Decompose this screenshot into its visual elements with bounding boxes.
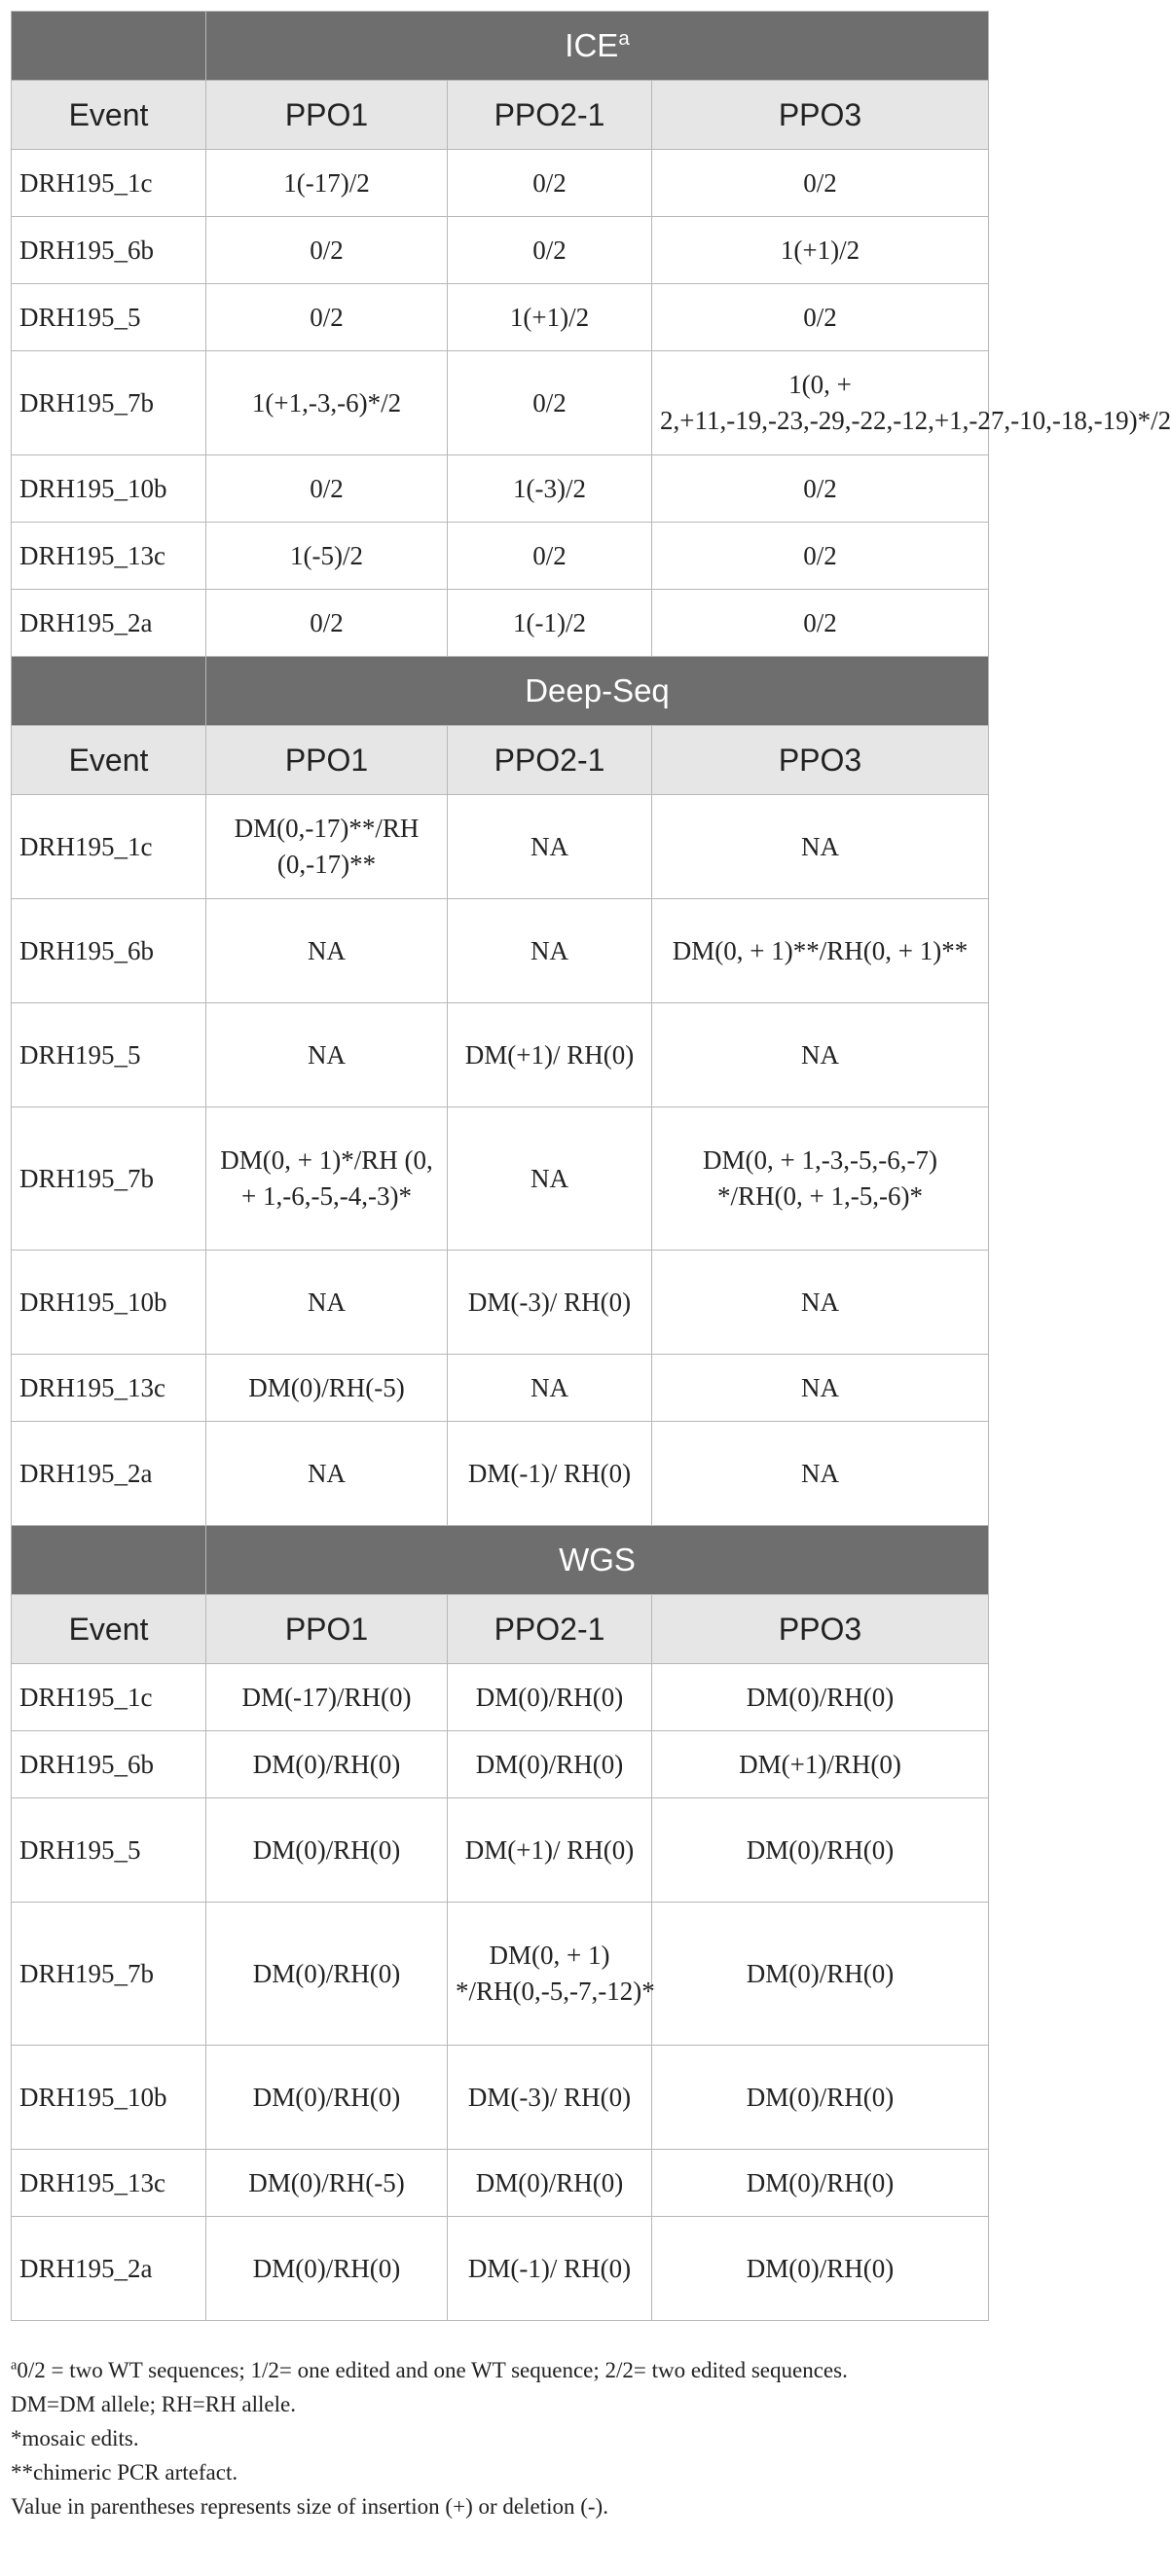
ppo3-cell: DM(0)/RH(0)	[652, 2150, 989, 2217]
ppo2-1-cell: DM(+1)/ RH(0)	[448, 1003, 652, 1107]
ppo3-cell: 0/2	[652, 150, 989, 217]
column-header-ppo1: PPO1	[206, 1595, 448, 1664]
event-cell: DRH195_13c	[12, 523, 206, 590]
ppo2-1-cell: DM(-3)/ RH(0)	[448, 1251, 652, 1355]
table-row	[12, 1903, 989, 2046]
event-cell: DRH195_1c	[12, 1664, 206, 1731]
ppo3-cell: DM(+1)/RH(0)	[652, 1731, 989, 1798]
ppo1-cell: 0/2	[206, 284, 448, 351]
ppo2-1-cell: 1(-3)/2	[448, 455, 652, 523]
footnote-line	[11, 2353, 988, 2387]
ppo1-cell: DM(0)/RH(0)	[206, 2046, 448, 2150]
table-row	[12, 1355, 989, 1422]
ppo1-cell: DM(0,-17)**/RH (0,-17)**	[206, 795, 448, 899]
footnote-mark: a	[11, 2357, 18, 2374]
table-row	[12, 2217, 989, 2321]
column-header-ppo3: PPO3	[652, 81, 989, 150]
section-title-row	[12, 657, 989, 726]
ppo1-cell: NA	[206, 1251, 448, 1355]
table-row	[12, 1798, 989, 1903]
table-row	[12, 351, 989, 455]
section-title-footnote-mark: a	[618, 27, 630, 50]
event-cell: DRH195_6b	[12, 217, 206, 284]
ppo2-1-cell: NA	[448, 795, 652, 899]
section-title	[206, 12, 989, 81]
section-title-text: ICE	[565, 27, 619, 63]
ppo3-cell: 1(0, + 2,+11,-19,-23,-29,-22,-12,+1,-27,-10,-18,-19)*/2	[652, 351, 989, 455]
column-header-ppo1: PPO1	[206, 726, 448, 795]
ppo2-1-cell: 0/2	[448, 351, 652, 455]
results-table	[11, 11, 1171, 2321]
event-cell: DRH195_1c	[12, 795, 206, 899]
ppo2-1-cell: DM(-1)/ RH(0)	[448, 2217, 652, 2321]
ppo2-1-cell: DM(-3)/ RH(0)	[448, 2046, 652, 2150]
footnote-text: **chimeric PCR artefact.	[11, 2460, 238, 2485]
ppo1-cell: 0/2	[206, 217, 448, 284]
event-cell: DRH195_6b	[12, 899, 206, 1003]
column-header-row	[12, 726, 989, 795]
ppo3-cell: NA	[652, 1003, 989, 1107]
ppo2-1-cell: 0/2	[448, 217, 652, 284]
table-row	[12, 1422, 989, 1526]
ppo3-cell: 0/2	[652, 523, 989, 590]
table-row	[12, 523, 989, 590]
event-cell: DRH195_10b	[12, 2046, 206, 2150]
ppo1-cell: NA	[206, 1003, 448, 1107]
ppo2-1-cell: 0/2	[448, 523, 652, 590]
column-header-event: Event	[12, 726, 206, 795]
column-header-ppo3: PPO3	[652, 726, 989, 795]
table-row	[12, 1731, 989, 1798]
section-title	[206, 1526, 989, 1595]
footnote-line	[11, 2455, 988, 2489]
ppo2-1-cell: DM(0, + 1) */RH(0,-5,-7,-12)*	[448, 1903, 652, 2046]
ppo3-cell: NA	[652, 1251, 989, 1355]
event-cell: DRH195_10b	[12, 455, 206, 523]
event-cell: DRH195_6b	[12, 1731, 206, 1798]
event-cell: DRH195_7b	[12, 351, 206, 455]
ppo3-cell: NA	[652, 795, 989, 899]
event-cell: DRH195_7b	[12, 1107, 206, 1251]
ppo2-1-cell: DM(-1)/ RH(0)	[448, 1422, 652, 1526]
section-title-blank	[12, 657, 206, 726]
ppo1-cell: DM(0, + 1)*/RH (0, + 1,-6,-5,-4,-3)*	[206, 1107, 448, 1251]
ppo3-cell: 0/2	[652, 455, 989, 523]
ppo2-1-cell: DM(0)/RH(0)	[448, 1731, 652, 1798]
column-header-event: Event	[12, 81, 206, 150]
column-header-ppo2-1: PPO2-1	[448, 726, 652, 795]
event-cell: DRH195_1c	[12, 150, 206, 217]
ppo2-1-cell: DM(0)/RH(0)	[448, 1664, 652, 1731]
ppo2-1-cell: DM(0)/RH(0)	[448, 2150, 652, 2217]
ppo1-cell: NA	[206, 899, 448, 1003]
event-cell: DRH195_2a	[12, 590, 206, 657]
event-cell: DRH195_5	[12, 284, 206, 351]
ppo1-cell: 1(-17)/2	[206, 150, 448, 217]
ppo1-cell: 0/2	[206, 455, 448, 523]
ppo1-cell: 0/2	[206, 590, 448, 657]
footnote-text: 0/2 = two WT sequences; 1/2= one edited and one WT sequence; 2/2= two edited sequences.	[17, 2358, 848, 2382]
ppo3-cell: NA	[652, 1355, 989, 1422]
ppo3-cell: DM(0)/RH(0)	[652, 1664, 989, 1731]
table-row	[12, 1003, 989, 1107]
section-title-blank	[12, 1526, 206, 1595]
section-title-blank	[12, 12, 206, 81]
table-row	[12, 795, 989, 899]
footnote-line	[11, 2421, 988, 2455]
ppo3-cell: DM(0)/RH(0)	[652, 2217, 989, 2321]
ppo3-cell: NA	[652, 1422, 989, 1526]
ppo2-1-cell: 1(+1)/2	[448, 284, 652, 351]
event-cell: DRH195_5	[12, 1003, 206, 1107]
ppo1-cell: DM(0)/RH(-5)	[206, 2150, 448, 2217]
column-header-event: Event	[12, 1595, 206, 1664]
ppo1-cell: 1(-5)/2	[206, 523, 448, 590]
column-header-row	[12, 1595, 989, 1664]
ppo1-cell: 1(+1,-3,-6)*/2	[206, 351, 448, 455]
ppo1-cell: DM(0)/RH(0)	[206, 1798, 448, 1903]
table-row	[12, 1664, 989, 1731]
column-header-ppo2-1: PPO2-1	[448, 1595, 652, 1664]
ppo2-1-cell: DM(+1)/ RH(0)	[448, 1798, 652, 1903]
ppo1-cell: DM(0)/RH(0)	[206, 2217, 448, 2321]
table-row	[12, 899, 989, 1003]
column-header-ppo1: PPO1	[206, 81, 448, 150]
event-cell: DRH195_10b	[12, 1251, 206, 1355]
section-title-row	[12, 1526, 989, 1595]
event-cell: DRH195_2a	[12, 1422, 206, 1526]
footnote-line	[11, 2489, 988, 2523]
ppo3-cell: DM(0, + 1,-3,-5,-6,-7) */RH(0, + 1,-5,-6)*	[652, 1107, 989, 1251]
ppo1-cell: DM(0)/RH(-5)	[206, 1355, 448, 1422]
event-cell: DRH195_5	[12, 1798, 206, 1903]
column-header-row	[12, 81, 989, 150]
table-row	[12, 1251, 989, 1355]
ppo1-cell: DM(0)/RH(0)	[206, 1903, 448, 2046]
section-title-text: WGS	[559, 1542, 636, 1578]
event-cell: DRH195_13c	[12, 1355, 206, 1422]
table-row	[12, 2150, 989, 2217]
event-cell: DRH195_13c	[12, 2150, 206, 2217]
column-header-ppo3: PPO3	[652, 1595, 989, 1664]
ppo1-cell: DM(0)/RH(0)	[206, 1731, 448, 1798]
ppo2-1-cell: 0/2	[448, 150, 652, 217]
ppo2-1-cell: NA	[448, 899, 652, 1003]
ppo3-cell: DM(0)/RH(0)	[652, 2046, 989, 2150]
table-row	[12, 455, 989, 523]
ppo3-cell: DM(0)/RH(0)	[652, 1903, 989, 2046]
event-cell: DRH195_7b	[12, 1903, 206, 2046]
footnotes	[11, 2353, 988, 2523]
footnote-text: DM=DM allele; RH=RH allele.	[11, 2392, 296, 2416]
ppo3-cell: DM(0, + 1)**/RH(0, + 1)**	[652, 899, 989, 1003]
table-row	[12, 1107, 989, 1251]
section-title-row	[12, 12, 989, 81]
footnote-text: *mosaic edits.	[11, 2426, 139, 2450]
table-row	[12, 150, 989, 217]
section-title-text: Deep-Seq	[525, 672, 670, 708]
column-header-ppo2-1: PPO2-1	[448, 81, 652, 150]
ppo1-cell: NA	[206, 1422, 448, 1526]
ppo2-1-cell: NA	[448, 1107, 652, 1251]
ppo3-cell: 0/2	[652, 284, 989, 351]
footnote-line	[11, 2387, 988, 2421]
ppo2-1-cell: NA	[448, 1355, 652, 1422]
table-row	[12, 217, 989, 284]
event-cell: DRH195_2a	[12, 2217, 206, 2321]
ppo3-cell: 0/2	[652, 590, 989, 657]
section-title	[206, 657, 989, 726]
ppo1-cell: DM(-17)/RH(0)	[206, 1664, 448, 1731]
table-row	[12, 284, 989, 351]
table-row	[12, 590, 989, 657]
ppo3-cell: DM(0)/RH(0)	[652, 1798, 989, 1903]
table-row	[12, 2046, 989, 2150]
footnote-text: Value in parentheses represents size of insertion (+) or deletion (-).	[11, 2494, 608, 2519]
ppo3-cell: 1(+1)/2	[652, 217, 989, 284]
ppo2-1-cell: 1(-1)/2	[448, 590, 652, 657]
